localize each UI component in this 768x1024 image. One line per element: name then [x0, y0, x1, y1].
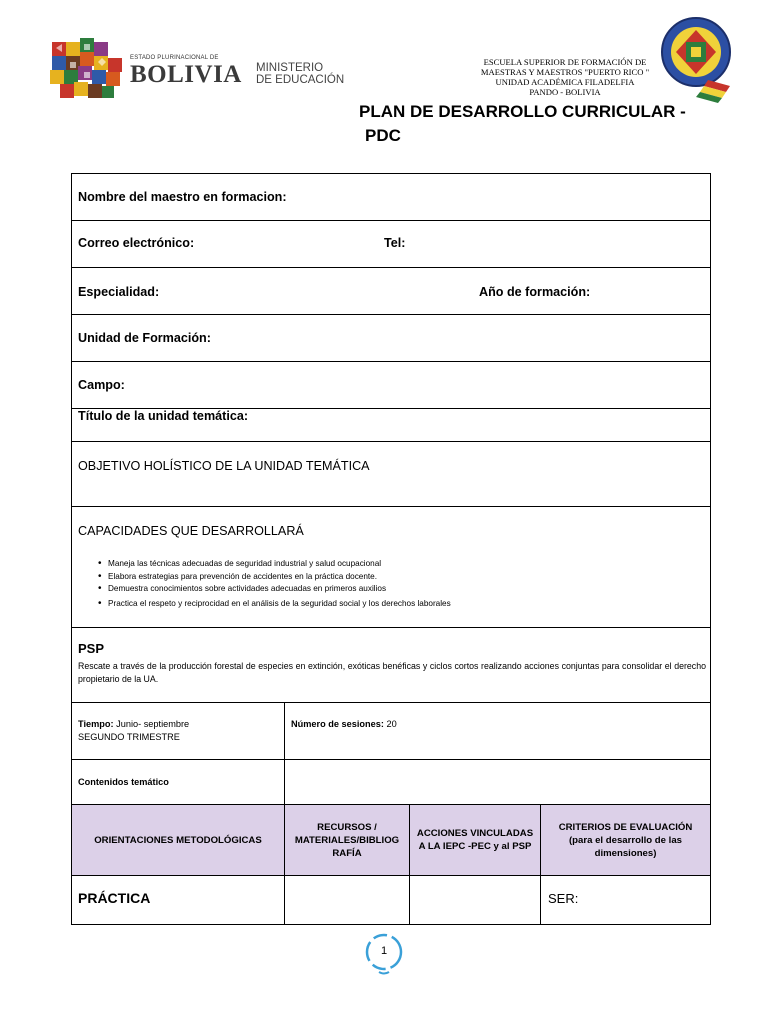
- list-item: • Elabora estrategias para prevención de accidentes en la práctica docente.: [108, 571, 451, 584]
- escuela-seal-icon: [660, 12, 736, 104]
- contenidos-tematico-label: Contenidos temático: [78, 777, 169, 787]
- titulo-unidad-field-label: Título de la unidad temática:: [78, 409, 249, 423]
- correo-field-label: Correo electrónico:: [78, 236, 195, 250]
- psp-description: Rescate a través de la producción forestal de especies en extinción, exóticas benéficas y ciclos cortos realizando acciones conjuntas para consolidar el derecho propietario de la UA.: [78, 661, 706, 684]
- sesiones-cell: [291, 718, 397, 731]
- row-divider: [71, 627, 711, 628]
- estado-plurinacional-text: ESTADO PLURINACIONAL DE: [130, 55, 219, 61]
- objetivo-holistico-heading: OBJETIVO HOLÍSTICO DE LA UNIDAD TEMÁTICA: [78, 459, 370, 473]
- list-item: • Maneja las técnicas adecuadas de seguridad industrial y salud ocupacional: [108, 558, 451, 571]
- row-divider: [71, 361, 711, 362]
- nombre-field-label: Nombre del maestro en formacion:: [78, 190, 287, 204]
- criterios-subtitle: (para el desarrollo de las dimensiones): [568, 834, 683, 859]
- row-divider: [71, 875, 711, 876]
- row-divider: [71, 759, 711, 760]
- estado-emblem-logo: [50, 38, 128, 102]
- row-divider: [71, 220, 711, 221]
- trimestre-value: SEGUNDO TRIMESTRE: [78, 731, 180, 742]
- tiempo-cell: [78, 718, 189, 743]
- criterios-column-header: [541, 805, 710, 875]
- tiempo-label: Tiempo:: [78, 719, 114, 729]
- capacidades-heading: CAPACIDADES QUE DESARROLLARÁ: [78, 524, 304, 538]
- tiempo-value: Junio- septiembre: [116, 719, 190, 729]
- psp-heading: PSP: [78, 641, 105, 656]
- campo-field-label: Campo:: [78, 378, 125, 392]
- sesiones-label: Número de sesiones:: [291, 719, 384, 729]
- row-divider: [71, 267, 711, 268]
- row-divider: [71, 441, 711, 442]
- tel-field-label: Tel:: [384, 236, 406, 250]
- practica-label: PRÁCTICA: [78, 890, 151, 906]
- page-title-line-1: PLAN DE DESARROLLO CURRICULAR -: [359, 102, 686, 121]
- escuela-header: [470, 57, 660, 97]
- page-title: [359, 100, 686, 148]
- unidad-formacion-field-label: Unidad de Formación:: [78, 331, 211, 345]
- especialidad-field-label: Especialidad:: [78, 285, 160, 299]
- orientaciones-column-header: ORIENTACIONES METODOLÓGICAS: [94, 834, 262, 846]
- row-divider: [71, 506, 711, 507]
- page-number-badge: [362, 932, 406, 976]
- sesiones-value: 20: [386, 719, 397, 729]
- page-number: 1: [380, 945, 388, 957]
- acciones-column-header: ACCIONES VINCULADAS A LA IEPC -PEC y al PSP: [416, 828, 534, 852]
- escuela-line: PANDO - BOLIVIA: [529, 87, 601, 97]
- escuela-line: UNIDAD ACADÉMICA FILADELFIA: [495, 77, 635, 87]
- criterios-title: CRITERIOS DE EVALUACIÓN: [558, 821, 693, 833]
- ministerio-line-1: MINISTERIO: [256, 62, 324, 74]
- list-item: • Practica el respeto y reciprocidad en el análisis de la seguridad social y los derechos laborales: [108, 598, 451, 611]
- escuela-line: ESCUELA SUPERIOR DE FORMACIÓN DE: [483, 57, 647, 67]
- capacidades-list: [108, 558, 451, 610]
- anio-formacion-field-label: Año de formación:: [479, 285, 591, 299]
- row-divider: [71, 314, 711, 315]
- escuela-line: MAESTRAS Y MAESTROS "PUERTO RICO ": [480, 67, 650, 77]
- ser-label: SER:: [548, 891, 579, 906]
- recursos-column-header: RECURSOS / MATERIALES/BIBLIOG RAFÍA: [294, 821, 400, 859]
- bolivia-wordmark: BOLIVIA: [130, 61, 242, 88]
- ministerio-line-2: DE EDUCACIÓN: [256, 74, 345, 86]
- row-divider: [71, 702, 711, 703]
- ministerio-text: [256, 62, 344, 86]
- page-title-line-2: PDC: [365, 126, 401, 145]
- list-item: • Demuestra conocimientos sobre actividades adecuadas en primeros auxilios: [108, 583, 451, 596]
